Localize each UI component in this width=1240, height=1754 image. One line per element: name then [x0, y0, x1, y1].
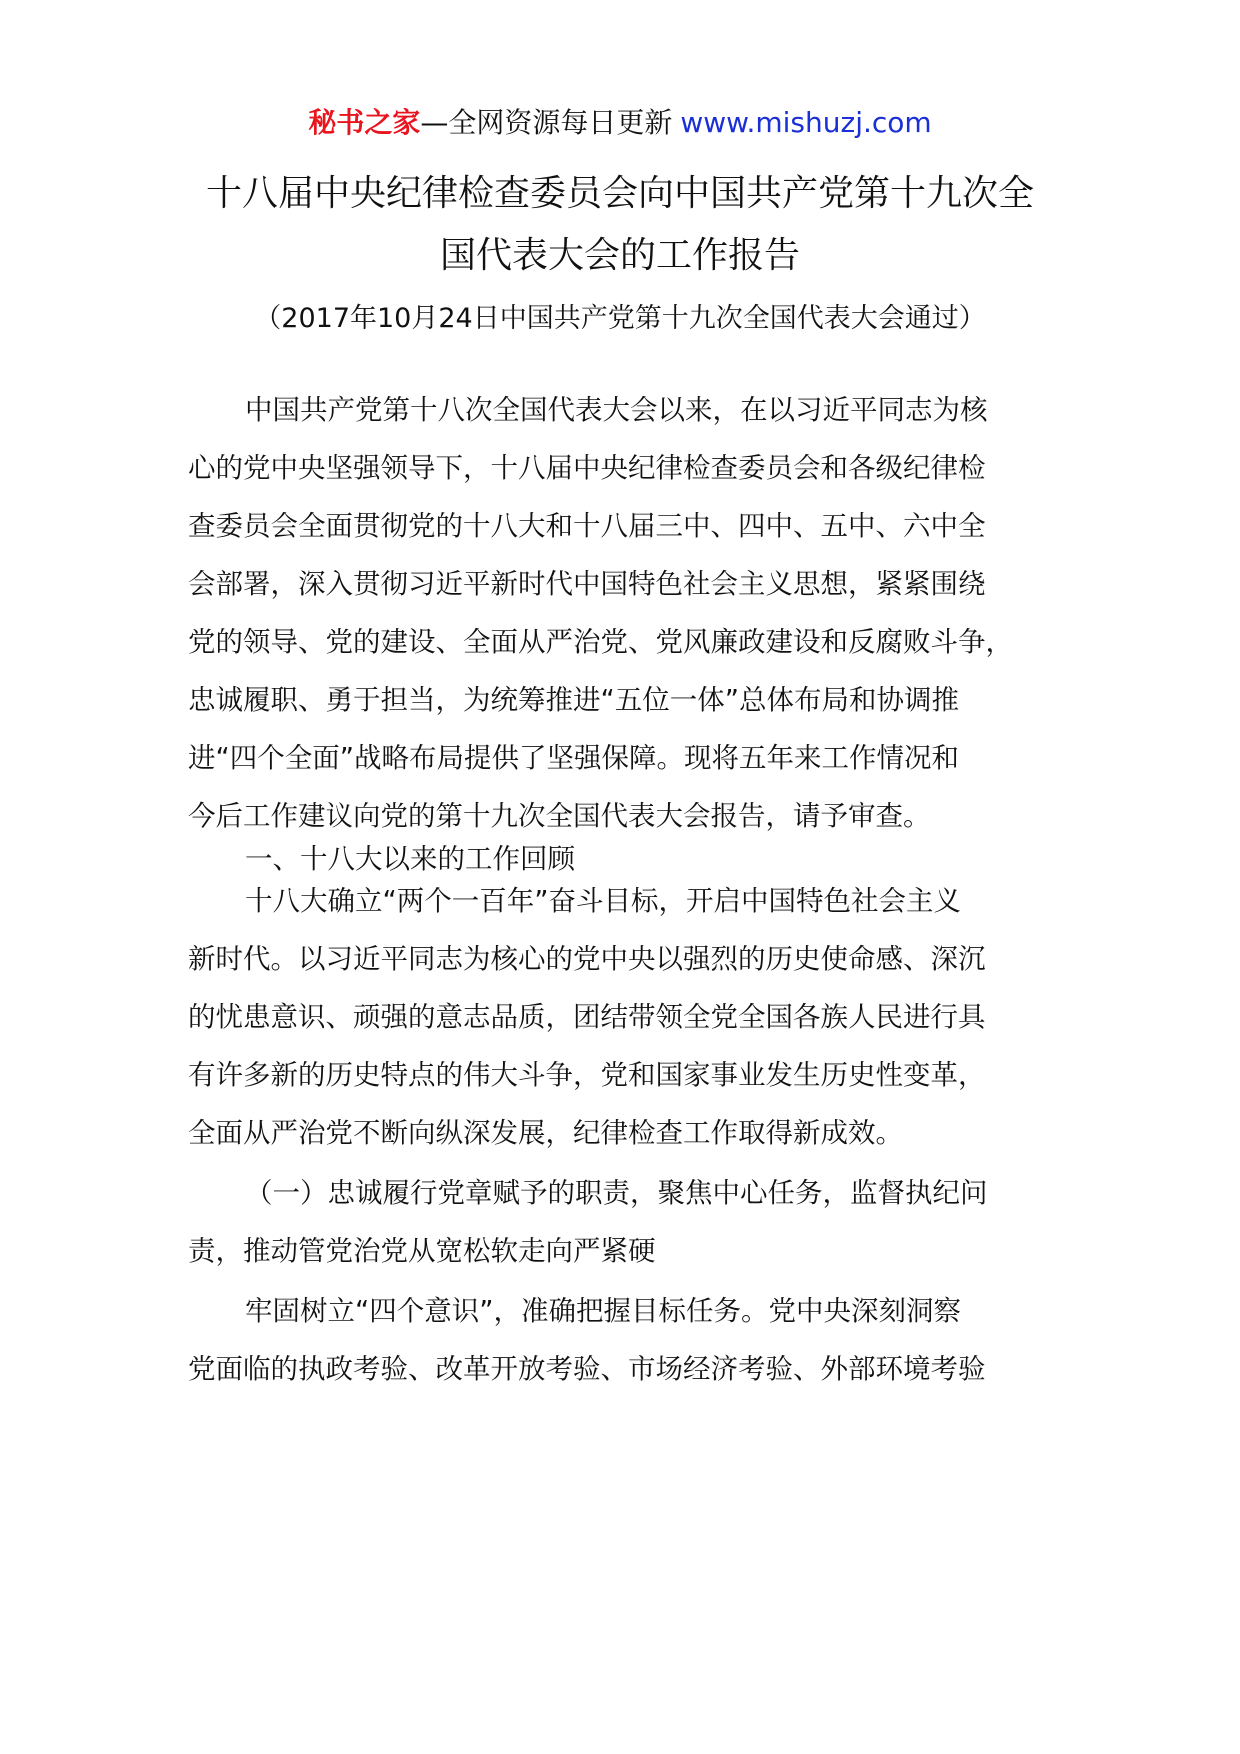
- paragraph-line: 查委员会全面贯彻党的十八大和十八届三中、四中、五中、六中全: [188, 510, 986, 542]
- site-url: www.mishuzj.com: [680, 106, 932, 139]
- title-line: 国代表大会的工作报告: [439, 235, 800, 276]
- header-tagline: —全网资源每日更新: [420, 106, 673, 139]
- paragraph-line: 会部署，深入贯彻习近平新时代中国特色社会主义思想，紧紧围绕: [188, 568, 986, 600]
- paragraph-line: 党面临的执政考验、改革开放考验、市场经济考验、外部环境考验: [188, 1353, 986, 1385]
- paragraph-line: 的忧患意识、顽强的意志品质，团结带领全党全国各族人民进行具: [188, 1001, 986, 1033]
- paragraph-line: 中国共产党第十八次全国代表大会以来，在以习近平同志为核: [245, 394, 988, 426]
- document-title: [150, 163, 1090, 287]
- section-heading: 一、十八大以来的工作回顾: [245, 843, 575, 875]
- paragraph-line: 心的党中央坚强领导下，十八届中央纪律检查委员会和各级纪律检: [188, 452, 986, 484]
- site-header: [0, 103, 1240, 143]
- subsection-heading: 责，推动管党治党从宽松软走向严紧硬: [188, 1235, 656, 1267]
- document-subtitle: （2017年10月24日中国共产党第十九次全国代表大会通过）: [254, 303, 986, 334]
- subsection-heading: （一）忠诚履行党章赋予的职责，聚焦中心任务，监督执纪问: [245, 1177, 988, 1209]
- paragraph-line: 忠诚履职、勇于担当，为统筹推进“五位一体”总体布局和协调推: [188, 684, 959, 716]
- title-line: 十八届中央纪律检查委员会向中国共产党第十九次全: [205, 173, 1034, 214]
- paragraph-line: 新时代。以习近平同志为核心的党中央以强烈的历史使命感、深沉: [188, 943, 986, 975]
- paragraph-line: 十八大确立“两个一百年”奋斗目标，开启中国特色社会主义: [245, 885, 961, 917]
- paragraph-line: 进“四个全面”战略布局提供了坚强保障。现将五年来工作情况和: [188, 742, 959, 774]
- paragraph-line: 有许多新的历史特点的伟大斗争，党和国家事业发生历史性变革，: [188, 1059, 986, 1091]
- brand-name: 秘书之家: [308, 106, 421, 139]
- paragraph-line: 党的领导、党的建设、全面从严治党、党风廉政建设和反腐败斗争，: [188, 626, 1013, 658]
- paragraph-line: 全面从严治党不断向纵深发展，纪律检查工作取得新成效。: [188, 1117, 903, 1149]
- paragraph-line: 牢固树立“四个意识”，准确把握目标任务。党中央深刻洞察: [245, 1295, 961, 1327]
- paragraph-line: 今后工作建议向党的第十九次全国代表大会报告，请予审查。: [188, 800, 931, 832]
